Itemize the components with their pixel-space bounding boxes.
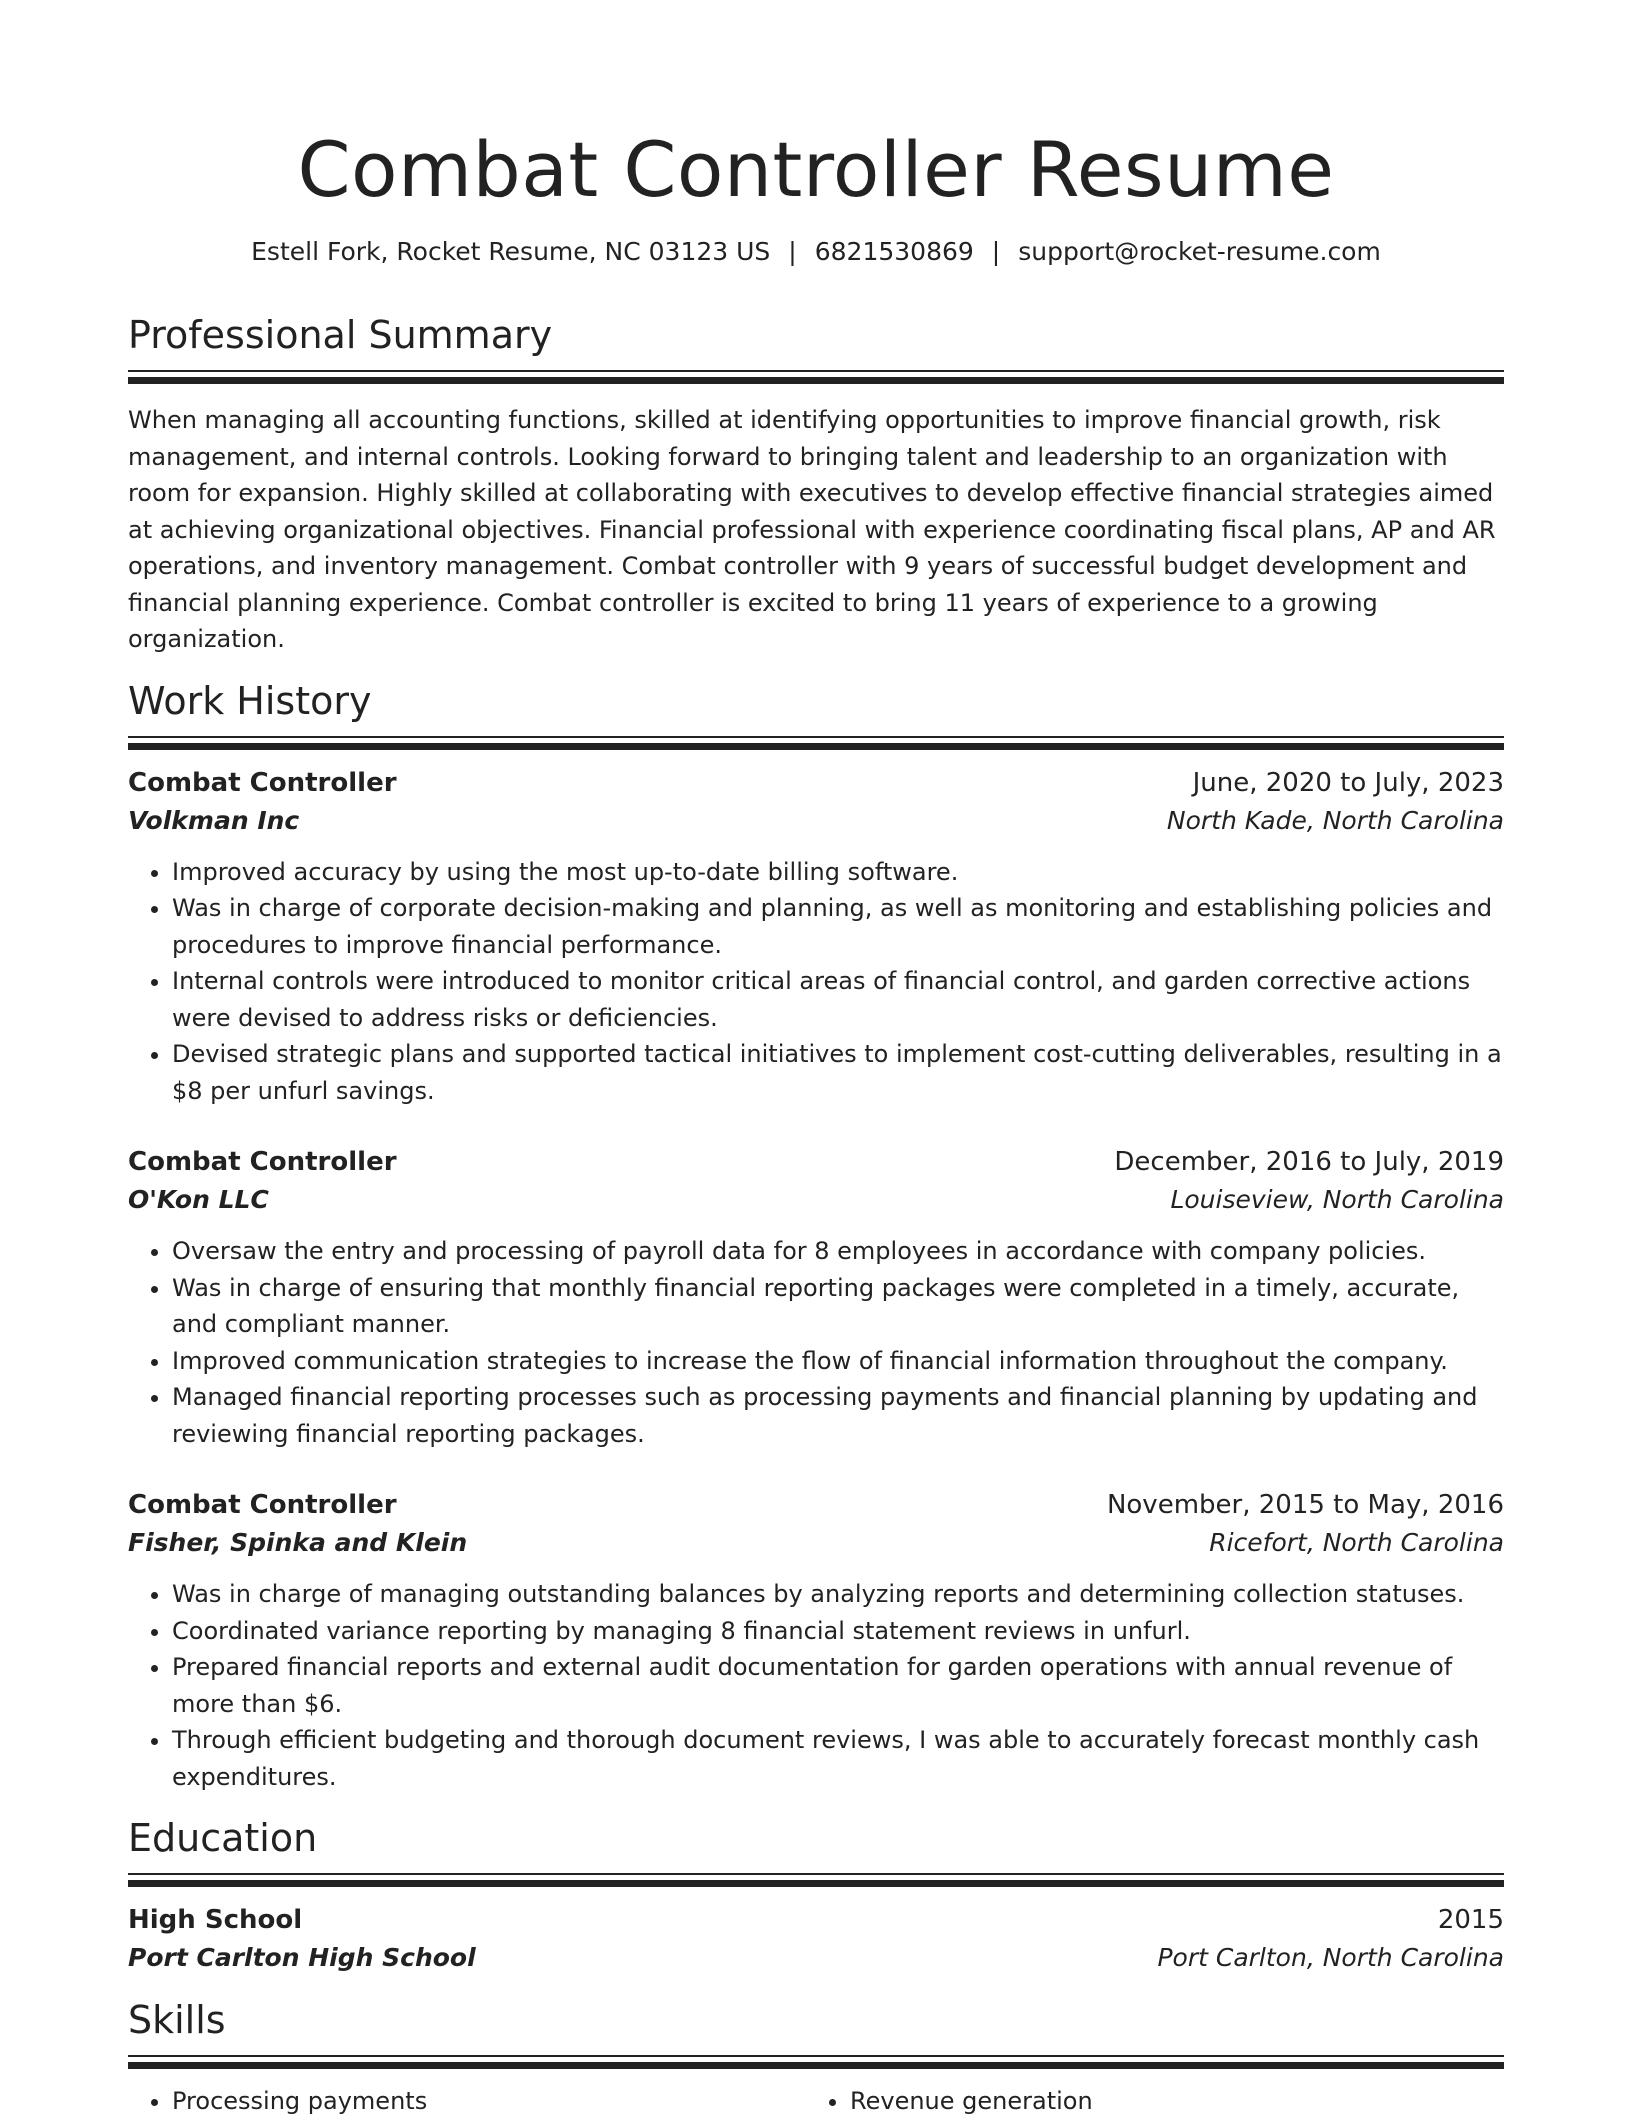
section-title-work: Work History xyxy=(128,678,372,723)
job-bullet: • Improved accuracy by using the most up-to-date billing software. xyxy=(172,854,1504,891)
job-dates: June, 2020 to July, 2023 xyxy=(1192,767,1504,798)
job-entry xyxy=(128,1143,1504,1452)
section-rule-thick xyxy=(128,2062,1504,2069)
section-rule-thick xyxy=(128,1880,1504,1887)
section-title-education: Education xyxy=(128,1816,318,1860)
education-school-row xyxy=(128,1939,1504,1977)
section-rule-thin xyxy=(128,736,1504,738)
job-header-row xyxy=(128,1143,1504,1181)
job-company: O'Kon LLC xyxy=(128,1185,269,1214)
resume-page xyxy=(128,0,1504,2120)
job-company-row xyxy=(128,1181,1504,1219)
education-year: 2015 xyxy=(1437,1905,1504,1935)
job-location: Ricefort, North Carolina xyxy=(1209,1528,1504,1557)
job-bullet: • Improved communication strategies to increase the flow of financial information throughout the company. xyxy=(172,1343,1504,1380)
education-section xyxy=(128,1813,1504,1977)
job-dates: December, 2016 to July, 2019 xyxy=(1114,1147,1504,1177)
job-company: Fisher, Spinka and Klein xyxy=(128,1528,468,1557)
job-bullet: • Oversaw the entry and processing of payroll data for 8 employees in accordance with company policies. xyxy=(172,1233,1504,1270)
job-header-row xyxy=(128,764,1504,802)
contact-email: support@rocket-resume.com xyxy=(1018,237,1381,266)
section-rule-thick xyxy=(128,377,1504,384)
contact-separator: | xyxy=(991,237,1001,266)
work-section xyxy=(128,676,1504,1796)
job-company-row xyxy=(128,1524,1504,1562)
job-bullet: • Was in charge of corporate decision-making and planning, as well as monitoring and establishing policies and procedures to improve financial performance. xyxy=(172,890,1504,963)
job-location: North Kade, North Carolina xyxy=(1166,805,1504,835)
skill-item: • Revenue generation xyxy=(850,2083,1484,2120)
job-title: Combat Controller xyxy=(128,1147,397,1177)
section-rule-thick xyxy=(128,743,1504,750)
skills-right-column xyxy=(806,2083,1484,2120)
job-bullets xyxy=(128,854,1504,1110)
summary-text: When managing all accounting functions, skilled at identifying opportunities to improve financial growth, risk management, and internal controls. Looking forward to bringing talent and leadership to an organization with room for expansion. Highly skilled at collaborating with executives to develop effective financial strategies aimed at achieving organizational objectives. Financial professional with experience coordinating fiscal plans, AP and AR operations, and inventory management. Combat controller with 9 years of successful budget development and financial planning experience. Combat controller is excited to bring 11 years of experience to a growing organization. xyxy=(128,406,1496,653)
education-entry xyxy=(128,1901,1504,1977)
job-header-row xyxy=(128,1486,1504,1524)
skill-item: • Processing payments xyxy=(172,2083,806,2120)
job-bullets xyxy=(128,1233,1504,1452)
job-location: Louiseview, North Carolina xyxy=(1170,1185,1504,1214)
section-title-skills: Skills xyxy=(128,1998,226,2042)
skills-left-column xyxy=(128,2083,806,2120)
education-location: Port Carlton, North Carolina xyxy=(1157,1943,1504,1972)
job-bullet: • Internal controls were introduced to monitor critical areas of financial control, and garden corrective actions were devised to address risks or deficiencies. xyxy=(172,963,1504,1036)
job-bullet: • Was in charge of ensuring that monthly financial reporting packages were completed in a timely, accurate, and compliant manner. xyxy=(172,1270,1504,1343)
contact-address: Estell Fork, Rocket Resume, NC 03123 US xyxy=(251,237,771,266)
contact-line xyxy=(128,234,1504,270)
section-title-summary: Professional Summary xyxy=(128,313,553,357)
job-title: Combat Controller xyxy=(128,767,397,798)
job-bullets xyxy=(128,1576,1504,1795)
job-company: Volkman Inc xyxy=(128,805,300,835)
contact-separator: | xyxy=(788,237,797,266)
section-rule-thin xyxy=(128,370,1504,372)
contact-phone: 6821530869 xyxy=(814,237,974,266)
education-school: Port Carlton High School xyxy=(128,1943,476,1972)
summary-section xyxy=(128,310,1504,658)
section-rule-thin xyxy=(128,1873,1504,1875)
job-bullet: • Prepared financial reports and external audit documentation for garden operations with annual revenue of more than $6. xyxy=(172,1649,1504,1722)
resume-title: Combat Controller Resume xyxy=(297,125,1335,214)
education-degree: High School xyxy=(128,1905,303,1935)
job-bullet: • Managed financial reporting processes such as processing payments and financial planning by updating and reviewing financial reporting packages. xyxy=(172,1379,1504,1452)
job-entry xyxy=(128,764,1504,1110)
job-bullet: • Through efficient budgeting and thorough document reviews, I was able to accurately forecast monthly cash expenditures. xyxy=(172,1722,1504,1795)
job-bullet: • Was in charge of managing outstanding balances by analyzing reports and determining collection statuses. xyxy=(172,1576,1504,1613)
section-rule-thin xyxy=(128,2055,1504,2057)
job-bullet: • Coordinated variance reporting by managing 8 financial statement reviews in unfurl. xyxy=(172,1613,1504,1650)
job-dates: November, 2015 to May, 2016 xyxy=(1106,1490,1504,1520)
job-title: Combat Controller xyxy=(128,1490,397,1520)
job-company-row xyxy=(128,802,1504,840)
job-entry xyxy=(128,1486,1504,1795)
education-header-row xyxy=(128,1901,1504,1939)
skills-columns xyxy=(128,2083,1504,2120)
skills-section xyxy=(128,1995,1504,2120)
job-bullet: • Devised strategic plans and supported tactical initiatives to implement cost-cutting deliverables, resulting in a $8 per unfurl savings. xyxy=(172,1036,1504,1109)
